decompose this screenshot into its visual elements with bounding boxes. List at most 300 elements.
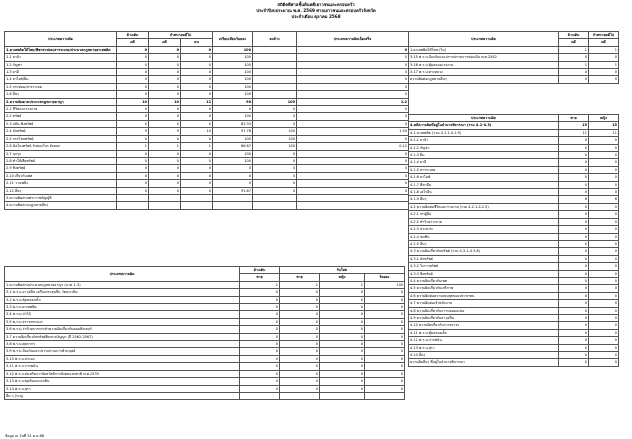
cell-value: 0 <box>149 91 181 98</box>
cell-value: 0 <box>559 337 589 344</box>
table-row <box>409 174 619 181</box>
cell-value: 0 <box>240 326 280 333</box>
cell-value: 0 <box>297 150 409 157</box>
row-label: 3.13 พ.ร.บ.ขุดดินและถมดิน <box>5 378 240 385</box>
cell-value: 100 <box>213 113 253 120</box>
table-row <box>409 159 619 166</box>
col-disposed: จำหน่ายคดีไป <box>589 32 619 39</box>
cell-value: 0 <box>559 144 589 151</box>
cell-value: 0 <box>589 270 619 277</box>
row-label: 4.1.3 ฝิ่น <box>409 152 559 159</box>
row-label: 2.12 อื่นๆ <box>5 187 117 194</box>
cell-value: 0 <box>280 385 320 392</box>
cell-value: 1.50 <box>297 128 409 135</box>
cell-value: 0 <box>589 226 619 233</box>
cell-value: 0 <box>559 344 589 351</box>
cell-value <box>117 202 149 209</box>
cell-value: 100 <box>213 76 253 83</box>
row-label: 4.1.9 อื่นๆ <box>409 196 559 203</box>
cell-value: 0 <box>181 113 213 120</box>
row-label: 1.ความผิดตามประมวลกฎหมายอาญา (ภาค 1-3) <box>5 281 240 288</box>
cell-value: 0 <box>149 150 181 157</box>
cell-value: 0 <box>559 263 589 270</box>
cell-value <box>253 194 297 201</box>
cell-value: 0 <box>559 226 589 233</box>
row-label: 1.6 อื่นๆ <box>5 91 117 98</box>
cell-value: 0 <box>181 135 213 142</box>
table-row <box>5 69 409 76</box>
cell-value: 0 <box>280 341 320 348</box>
cell-value: 0 <box>297 54 409 61</box>
cell-value: 0 <box>297 83 409 90</box>
cell-value: 0 <box>280 311 320 318</box>
cell-value: 0 <box>181 187 213 194</box>
cell-value <box>253 46 297 53</box>
cell-value: 0 <box>559 218 589 225</box>
table-row <box>409 46 619 53</box>
cell-value: 0 <box>365 341 405 348</box>
cell-value: 0 <box>253 165 297 172</box>
cell-value: 0 <box>589 76 619 83</box>
row-label: 1.1 ยาบ้า <box>5 54 117 61</box>
cell-value: 0 <box>149 61 181 68</box>
col-pct: เปรียบเทียบร้อยละ <box>213 32 253 47</box>
cell-value: 0 <box>365 363 405 370</box>
cell-value: 100 <box>213 61 253 68</box>
table-row <box>409 248 619 255</box>
col-female: หญิง <box>589 115 619 122</box>
cell-value: 0 <box>320 304 365 311</box>
cell-value: 0 <box>365 326 405 333</box>
cell-value: 0 <box>149 69 181 76</box>
cell-value: 0 <box>181 83 213 90</box>
row-label: 3.7 ความผิดเกี่ยวกับทรัพย์สินทางปัญญา (ปี 2562-2567) <box>5 333 240 340</box>
col-male: ชาย <box>559 115 589 122</box>
cell-value: 0 <box>559 285 589 292</box>
row-label: 4.5 ความผิดเกี่ยวกับเสรีภาพ <box>409 285 559 292</box>
cell-value: 0 <box>297 180 409 187</box>
table-row <box>5 180 409 187</box>
col-pending: คงค้าง <box>253 32 297 47</box>
row-label: 4.8 ความผิดเกี่ยวกับการปลอมแปลง <box>409 307 559 314</box>
row-label: 4.4 ความผิดเกี่ยวกับเพศ <box>409 277 559 284</box>
title-line-1: สถิติคดีศาลชั้นต้นคดีเยาวชนและครอบครัว <box>277 2 355 7</box>
table-row <box>5 91 409 98</box>
table-row <box>409 122 619 129</box>
row-label: 4.1 ยาเสพติด (รวม 4.1.1-4.1.9) <box>409 129 559 136</box>
cell-value: 0 <box>559 203 589 210</box>
col-female: หญิง <box>320 274 365 281</box>
row-label: 3.10 พ.ร.บ.ประมง <box>5 355 240 362</box>
cell-value: 0 <box>589 292 619 299</box>
cell-value: 0 <box>589 344 619 351</box>
cell-value: 100 <box>253 98 297 105</box>
table-row <box>5 46 409 53</box>
cell-value: 0 <box>589 307 619 314</box>
cell-value: 0 <box>181 106 213 113</box>
cell-value <box>253 83 297 90</box>
row-label: 3.4 พ.ร.บ.ป่าไม้ <box>5 311 240 318</box>
table-row <box>5 341 405 348</box>
col-case: คดี <box>589 39 619 46</box>
cell-value: 0 <box>297 113 409 120</box>
table-row <box>409 300 619 307</box>
cell-value: 0 <box>297 157 409 164</box>
table-row <box>5 311 405 318</box>
row-label: 2.11 วางเพลิง <box>5 180 117 187</box>
cell-value: 0 <box>181 91 213 98</box>
cell-value: 100 <box>365 281 405 288</box>
cell-value: 0 <box>240 355 280 362</box>
table-row <box>5 143 409 150</box>
cell-value: 0 <box>320 296 365 303</box>
cell-value: 0 <box>240 318 280 325</box>
row-label: 4.12 พ.ร.บ.การพนัน <box>409 337 559 344</box>
cell-value: 0 <box>149 180 181 187</box>
cell-value: 0 <box>589 218 619 225</box>
cell-value: 15 <box>559 122 589 129</box>
cell-value: 0 <box>320 318 365 325</box>
cell-value: 1.2 <box>297 98 409 105</box>
table-row <box>409 337 619 344</box>
table-row <box>409 129 619 136</box>
table-row <box>5 385 405 392</box>
table-row <box>5 165 409 172</box>
cell-value: 0 <box>240 289 280 296</box>
row-label: ความผิดต่อกฎหมายอื่นๆ <box>409 76 559 83</box>
table-row <box>5 333 405 340</box>
row-label: 4.10 ความผิดเกี่ยวกับการจราจร <box>409 322 559 329</box>
cell-value: 0 <box>365 318 405 325</box>
row-label: 3.12 พ.ร.บ.ส่งเสริมการจัดสวัสดิการสังคมแห่งชาติ พ.ศ.2535 <box>5 370 240 377</box>
cell-value: 0 <box>117 113 149 120</box>
row-label: 3.3 พ.ร.บ.ยาเสพติด <box>5 304 240 311</box>
col-case: คดี <box>117 39 149 46</box>
cell-value: 0 <box>559 307 589 314</box>
row-label: 4.2.5 อื่นๆ <box>409 240 559 247</box>
cell-value: 0 <box>589 159 619 166</box>
cell-value: 0 <box>297 91 409 98</box>
row-label: 4.7 ความผิดต่อเจ้าพนักงาน <box>409 300 559 307</box>
cell-value: 0 <box>589 54 619 61</box>
cell-value: 10 <box>181 128 213 135</box>
row-label: 2.7 บุกรุก <box>5 150 117 157</box>
row-label: 2.5 กรรโชกทรัพย์ <box>5 135 117 142</box>
cell-value <box>280 392 320 399</box>
table-row <box>5 304 405 311</box>
cell-value: 0 <box>559 255 589 262</box>
cell-value: 0 <box>117 172 149 179</box>
cell-value: 0 <box>280 363 320 370</box>
cell-value: 100 <box>213 150 253 157</box>
cell-value: 0 <box>297 172 409 179</box>
row-label: 2.6 ฉ้อโกงทรัพย์ รับของโจร ยักยอก <box>5 143 117 150</box>
cell-value: 0 <box>149 157 181 164</box>
cell-value: 0 <box>297 187 409 194</box>
cell-value: 0 <box>365 311 405 318</box>
cell-value: 0 <box>320 289 365 296</box>
row-label: 1.5 กระท่อม/สารระเหย <box>5 83 117 90</box>
table-row <box>5 106 409 113</box>
table-row <box>5 150 409 157</box>
row-label: 4.2.4 ข่มขืน <box>409 233 559 240</box>
cell-value: 0 <box>559 359 589 366</box>
table-row <box>409 240 619 247</box>
cell-value: 0 <box>559 322 589 329</box>
cell-value: 0 <box>559 211 589 218</box>
cell-value: 0 <box>589 174 619 181</box>
cell-value: 0 <box>559 314 589 321</box>
table-row <box>409 181 619 188</box>
table-row <box>409 329 619 336</box>
table-row <box>409 137 619 144</box>
cell-value: 0 <box>365 370 405 377</box>
table-row <box>409 166 619 173</box>
row-label: 4.3 ความผิดเกี่ยวกับทรัพย์ (รวม 4.3.1-4.3.8) <box>409 248 559 255</box>
cell-value: 0 <box>253 113 297 120</box>
row-label: 4.2 ความผิดต่อชีวิตและร่างกาย (รวม 4.2.1-4.2.5) <box>409 203 559 210</box>
table-row <box>5 172 409 179</box>
cell-value: 0 <box>559 189 589 196</box>
cell-value: 0 <box>320 378 365 385</box>
cell-value: 0 <box>253 120 297 127</box>
cell-value: 0 <box>213 165 253 172</box>
cell-value: 10 <box>149 98 181 105</box>
cell-value: 0 <box>240 311 280 318</box>
cell-value: 0 <box>280 348 320 355</box>
cell-value: 1 <box>117 143 149 150</box>
cell-value <box>253 69 297 76</box>
cell-value: 0 <box>149 135 181 142</box>
cell-value: 0 <box>240 363 280 370</box>
cell-value: 0 <box>213 180 253 187</box>
table-main-cases <box>4 31 409 210</box>
cell-value: 0 <box>589 137 619 144</box>
cell-value: 11 <box>559 129 589 136</box>
cell-value: 1 <box>240 281 280 288</box>
cell-value: 0 <box>149 120 181 127</box>
row-label: 2.10 เกี่ยวกับเพศ <box>5 172 117 179</box>
cell-value: 0 <box>181 180 213 187</box>
col-person: คน <box>181 39 213 46</box>
cell-value: 0 <box>117 165 149 172</box>
cell-value: 0 <box>559 181 589 188</box>
cell-value: 0 <box>213 172 253 179</box>
table-row <box>5 83 409 90</box>
row-label: 4.6 ความผิดต่อความสงบสุขของประชาชน <box>409 292 559 299</box>
cell-value: 0 <box>181 157 213 164</box>
cell-value: 0 <box>297 61 409 68</box>
cell-value: 0 <box>280 333 320 340</box>
cell-value: 10 <box>117 98 149 105</box>
row-label: 3.17 พ.ร.บ.ทางหลวง <box>409 69 559 76</box>
cell-value <box>253 61 297 68</box>
row-label: 4.14 อื่นๆ <box>409 352 559 359</box>
cell-value: 100 <box>213 157 253 164</box>
cell-value: 0 <box>117 150 149 157</box>
row-label: 4.1.6 ยาไอซ์ <box>409 174 559 181</box>
table-row <box>409 144 619 151</box>
cell-value: 0 <box>181 172 213 179</box>
row-label: 4.3.1 ลักทรัพย์ <box>409 255 559 262</box>
row-label: 4.3.3 ชิงทรัพย์ <box>409 270 559 277</box>
cell-value: 0 <box>297 46 409 53</box>
col-case-type: ประเภทความผิด <box>5 267 240 282</box>
cell-value: 9 <box>117 128 149 135</box>
cell-value: 0 <box>559 270 589 277</box>
table-row <box>409 285 619 292</box>
cell-value: 0 <box>117 135 149 142</box>
cell-value: 97.78 <box>213 128 253 135</box>
cell-value: 0 <box>181 150 213 157</box>
cell-value: 1 <box>320 281 365 288</box>
cell-value: 0 <box>253 150 297 157</box>
cell-value: 100 <box>213 69 253 76</box>
table-row <box>409 307 619 314</box>
table-row <box>5 76 409 83</box>
cell-value: 0 <box>589 240 619 247</box>
cell-value: 83.33 <box>213 120 253 127</box>
row-label: 3.5 พ.ร.บ.จราจรทางบก <box>5 318 240 325</box>
cell-value: 90 <box>213 98 253 105</box>
col-case-type: ประเภทความผิด <box>409 115 559 122</box>
row-label: 3.2 พ.ร.บ.คุ้มครองเด็ก <box>5 296 240 303</box>
cell-value: 100 <box>253 143 297 150</box>
cell-value: 0 <box>589 337 619 344</box>
row-label: 3.16 พ.ร.บ.คุ้มครองแรงงาน <box>409 61 559 68</box>
cell-value: 0 <box>181 165 213 172</box>
cell-value: 0 <box>589 144 619 151</box>
cell-value: 0 <box>589 300 619 307</box>
table-row <box>409 211 619 218</box>
col-misc: ประเภทความผิดเบ็ดเสร็จ <box>297 32 409 47</box>
cell-value: 6 <box>589 196 619 203</box>
table-row <box>5 281 405 288</box>
row-label: 1.ยาเสพติดให้โทษ/พืชกระท่อม/สารระเหย/ประมวลกฎหมายยาเสพติด <box>5 46 117 53</box>
cell-value: 0 <box>559 277 589 284</box>
cell-value: 0 <box>559 292 589 299</box>
cell-value: 0 <box>181 120 213 127</box>
row-label: 2.ความผิดตามประมวลกฎหมายอาญา <box>5 98 117 105</box>
cell-value: 0 <box>117 120 149 127</box>
cell-value: 0 <box>589 329 619 336</box>
cell-value: 0 <box>240 333 280 340</box>
cell-value: 0 <box>117 46 149 53</box>
cell-value: 0 <box>559 240 589 247</box>
cell-value <box>149 202 181 209</box>
row-label: 4.2.1 ฆ่าผู้อื่น <box>409 211 559 218</box>
cell-value: 0 <box>280 370 320 377</box>
row-label: 1.3 ยาอี <box>5 69 117 76</box>
cell-value: 11 <box>589 129 619 136</box>
report-title <box>0 2 632 20</box>
cell-value: 0 <box>589 189 619 196</box>
table-row <box>409 218 619 225</box>
row-label: 3.6 พ.ร.บ.ว่าด้วยการกระทำความผิดเกี่ยวกับคอมพิวเตอร์ <box>5 326 240 333</box>
cell-value: 0 <box>149 106 181 113</box>
cell-value: 0 <box>320 355 365 362</box>
cell-value: 0 <box>117 69 149 76</box>
cell-value: 0 <box>240 296 280 303</box>
table-row <box>5 128 409 135</box>
cell-value: 0 <box>149 165 181 172</box>
col-prev: ค้างเดิม <box>117 32 149 39</box>
cell-value: 0 <box>280 296 320 303</box>
cell-value: 0 <box>280 318 320 325</box>
cell-value: 0 <box>320 363 365 370</box>
cell-value: 100 <box>213 91 253 98</box>
cell-value: 0 <box>297 135 409 142</box>
cell-value: 0 <box>181 46 213 53</box>
table-side-bottom <box>408 114 619 367</box>
table-row <box>5 378 405 385</box>
footer-note: ข้อมูล ณ วันที่ 31 ต.ค.68 <box>5 434 45 438</box>
cell-value: 0 <box>240 370 280 377</box>
cell-value: 0 <box>280 304 320 311</box>
cell-value: 0 <box>240 341 280 348</box>
cell-value: 100 <box>213 135 253 142</box>
title-line-3: ประจำเดือน ตุลาคม 2568 <box>291 14 341 19</box>
col-recv: รับใหม่ <box>280 267 405 274</box>
cell-value: 6 <box>559 196 589 203</box>
cell-value: 1 <box>589 61 619 68</box>
cell-value: 0 <box>181 69 213 76</box>
cell-value: 0 <box>589 181 619 188</box>
cell-value: 0 <box>117 106 149 113</box>
row-label: 3.ความผิดตามพระราชบัญญัติ <box>5 194 117 201</box>
cell-value: 0.12 <box>297 143 409 150</box>
row-label: 2.4 ลักทรัพย์ <box>5 128 117 135</box>
cell-value: 0 <box>365 355 405 362</box>
cell-value: 91.67 <box>213 187 253 194</box>
table-row <box>409 314 619 321</box>
cell-value: 0 <box>320 311 365 318</box>
row-label: 3.15 พ.ร.บ.ป้องกันและปราบปรามการฟอกเงิน พ.ศ.2542 <box>409 54 559 61</box>
table-row <box>5 289 405 296</box>
row-label: 4.11 พ.ร.บ.คุ้มครองเด็ก <box>409 329 559 336</box>
cell-value: 0 <box>320 341 365 348</box>
cell-value: 0 <box>280 289 320 296</box>
cell-value: 0 <box>559 76 589 83</box>
cell-value: 0 <box>253 172 297 179</box>
cell-value: 15 <box>589 122 619 129</box>
cell-value: 0 <box>117 61 149 68</box>
table-row <box>5 157 409 164</box>
table-row <box>409 233 619 240</box>
table-row <box>5 202 409 209</box>
cell-value: 0 <box>365 296 405 303</box>
cell-value: 0 <box>149 187 181 194</box>
cell-value: 0 <box>589 322 619 329</box>
col-disposed: จำหน่ายคดีไป <box>149 32 213 39</box>
row-label: 4.1.1 ยาบ้า <box>409 137 559 144</box>
row-label: 4.1.8 เฮโรอีน <box>409 189 559 196</box>
table-row <box>409 69 619 76</box>
cell-value: 0 <box>240 385 280 392</box>
cell-value: 0 <box>365 378 405 385</box>
row-label: 1.4 ยาไอซ์/ฝิ่น <box>5 76 117 83</box>
row-label: 2.8 ทำให้เสียทรัพย์ <box>5 157 117 164</box>
cell-value: 0 <box>240 348 280 355</box>
cell-value: 0 <box>297 69 409 76</box>
cell-value: 9 <box>149 128 181 135</box>
cell-value: 0 <box>297 165 409 172</box>
cell-value: 0 <box>149 46 181 53</box>
cell-value: 0 <box>589 233 619 240</box>
cell-value: 1 <box>559 46 589 53</box>
cell-value <box>181 202 213 209</box>
table-special-laws <box>4 266 405 400</box>
